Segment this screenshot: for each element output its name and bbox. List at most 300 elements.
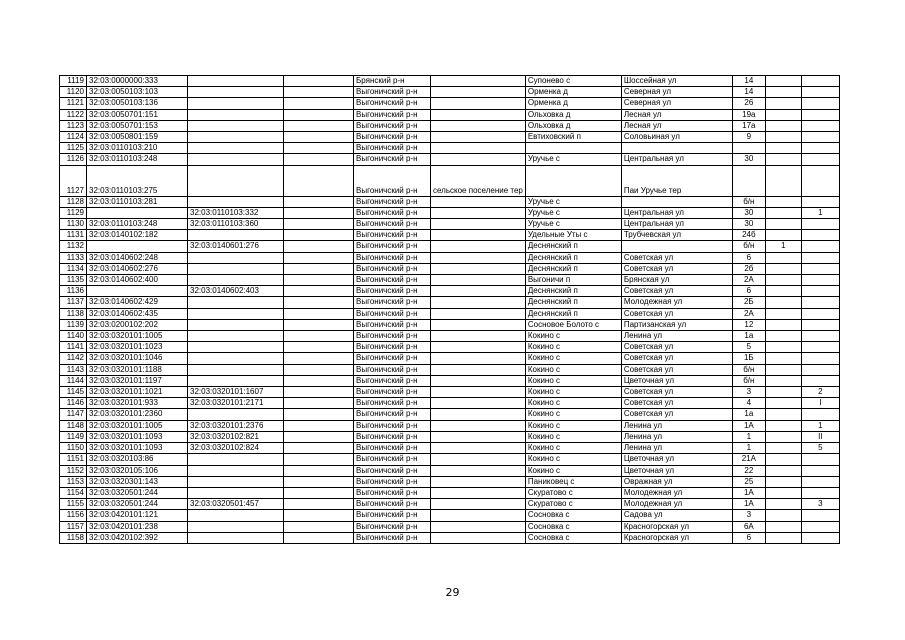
settlement-cell xyxy=(431,87,526,98)
extra-cell-1 xyxy=(765,342,801,353)
locality-cell: Супонево с xyxy=(525,76,621,87)
locality-cell: Кокино с xyxy=(525,431,621,442)
extra-cell-1 xyxy=(765,465,801,476)
house-number-cell: 17а xyxy=(732,120,765,131)
cadastral-number-cell: 32:03:0320101:1093 xyxy=(87,443,188,454)
district-cell: Выгоничский р-н xyxy=(354,263,431,274)
settlement-cell xyxy=(431,398,526,409)
settlement-cell xyxy=(431,132,526,143)
empty-cell xyxy=(284,132,354,143)
empty-cell xyxy=(284,487,354,498)
extra-cell-2 xyxy=(801,353,839,364)
cadastral-number-cell: 32:03:0320501:244 xyxy=(87,487,188,498)
extra-cell-2 xyxy=(801,219,839,230)
district-cell: Выгоничский р-н xyxy=(354,420,431,431)
street-cell: Молодежная ул xyxy=(621,499,732,510)
linked-cadastral-number-cell xyxy=(188,196,284,207)
house-number-cell: 1а xyxy=(732,409,765,420)
district-cell: Выгоничский р-н xyxy=(354,398,431,409)
cadastral-number-cell: 32:03:0320501:244 xyxy=(87,499,188,510)
empty-cell xyxy=(284,387,354,398)
settlement-cell xyxy=(431,431,526,442)
empty-cell xyxy=(284,286,354,297)
extra-cell-2 xyxy=(801,487,839,498)
extra-cell-2 xyxy=(801,132,839,143)
table-row xyxy=(60,297,840,308)
table-body xyxy=(60,76,840,544)
district-cell: Выгоничский р-н xyxy=(354,521,431,532)
house-number-cell: 14 xyxy=(732,76,765,87)
extra-cell-1 xyxy=(765,297,801,308)
extra-cell-1 xyxy=(765,532,801,543)
row-number-cell: 1133 xyxy=(60,252,87,263)
table-row xyxy=(60,387,840,398)
empty-cell xyxy=(284,297,354,308)
table-row xyxy=(60,252,840,263)
district-cell: Выгоничский р-н xyxy=(354,120,431,131)
locality-cell: Удельные Уты с xyxy=(525,230,621,241)
linked-cadastral-number-cell xyxy=(188,409,284,420)
cadastral-number-cell: 32:03:0140602:276 xyxy=(87,263,188,274)
row-number-cell: 1138 xyxy=(60,308,87,319)
cadastral-number-cell: 32:03:0050103:136 xyxy=(87,98,188,109)
empty-cell xyxy=(284,454,354,465)
locality-cell: Кокино с xyxy=(525,375,621,386)
extra-cell-2 xyxy=(801,375,839,386)
district-cell: Выгоничский р-н xyxy=(354,465,431,476)
street-cell: Ленина ул xyxy=(621,420,732,431)
table-row xyxy=(60,532,840,543)
address-registry-table xyxy=(59,75,840,544)
extra-cell-1 xyxy=(765,76,801,87)
locality-cell: Орменка д xyxy=(525,98,621,109)
cadastral-number-cell: 32:03:0050103:103 xyxy=(87,87,188,98)
row-number-cell: 1120 xyxy=(60,87,87,98)
empty-cell xyxy=(284,230,354,241)
street-cell: Советская ул xyxy=(621,387,732,398)
extra-cell-1 xyxy=(765,308,801,319)
table-row xyxy=(60,207,840,218)
settlement-cell xyxy=(431,375,526,386)
empty-cell xyxy=(284,165,354,196)
table-row xyxy=(60,443,840,454)
extra-cell-2: 5 xyxy=(801,443,839,454)
house-number-cell: 1 xyxy=(732,443,765,454)
empty-cell xyxy=(284,207,354,218)
linked-cadastral-number-cell xyxy=(188,532,284,543)
locality-cell: Деснянский п xyxy=(525,252,621,263)
street-cell: Советская ул xyxy=(621,353,732,364)
street-cell: Советская ул xyxy=(621,252,732,263)
district-cell: Выгоничский р-н xyxy=(354,219,431,230)
settlement-cell xyxy=(431,420,526,431)
row-number-cell: 1136 xyxy=(60,286,87,297)
extra-cell-2 xyxy=(801,120,839,131)
settlement-cell xyxy=(431,521,526,532)
settlement-cell xyxy=(431,297,526,308)
table-row xyxy=(60,521,840,532)
cadastral-number-cell: 32:03:0320101:1093 xyxy=(87,431,188,442)
linked-cadastral-number-cell: 32:03:0110103:360 xyxy=(188,219,284,230)
district-cell: Выгоничский р-н xyxy=(354,241,431,252)
cadastral-number-cell: 32:03:0420101:238 xyxy=(87,521,188,532)
cadastral-number-cell: 32:03:0320101:1005 xyxy=(87,420,188,431)
extra-cell-2 xyxy=(801,109,839,120)
district-cell: Брянский р-н xyxy=(354,76,431,87)
house-number-cell: 6 xyxy=(732,532,765,543)
linked-cadastral-number-cell xyxy=(188,263,284,274)
street-cell: Паи Уручье тер xyxy=(621,165,732,196)
district-cell: Выгоничский р-н xyxy=(354,364,431,375)
extra-cell-2 xyxy=(801,454,839,465)
table-row xyxy=(60,431,840,442)
street-cell: Советская ул xyxy=(621,263,732,274)
row-number-cell: 1141 xyxy=(60,342,87,353)
extra-cell-1 xyxy=(765,143,801,154)
house-number-cell: 4 xyxy=(732,398,765,409)
house-number-cell: 2А xyxy=(732,308,765,319)
locality-cell: Кокино с xyxy=(525,331,621,342)
empty-cell xyxy=(284,252,354,263)
extra-cell-1 xyxy=(765,510,801,521)
street-cell: Овражная ул xyxy=(621,476,732,487)
empty-cell xyxy=(284,420,354,431)
extra-cell-2 xyxy=(801,275,839,286)
district-cell: Выгоничский р-н xyxy=(354,331,431,342)
cadastral-number-cell: 32:03:0320105:106 xyxy=(87,465,188,476)
extra-cell-2 xyxy=(801,87,839,98)
extra-cell-2: I xyxy=(801,398,839,409)
row-number-cell: 1122 xyxy=(60,109,87,120)
settlement-cell xyxy=(431,364,526,375)
district-cell: Выгоничский р-н xyxy=(354,510,431,521)
extra-cell-1 xyxy=(765,98,801,109)
district-cell: Выгоничский р-н xyxy=(354,132,431,143)
street-cell: Красногорская ул xyxy=(621,521,732,532)
table-row xyxy=(60,132,840,143)
row-number-cell: 1131 xyxy=(60,230,87,241)
row-number-cell: 1125 xyxy=(60,143,87,154)
settlement-cell xyxy=(431,465,526,476)
row-number-cell: 1142 xyxy=(60,353,87,364)
extra-cell-2: 1 xyxy=(801,420,839,431)
settlement-cell xyxy=(431,275,526,286)
empty-cell xyxy=(284,308,354,319)
street-cell: Красногорская ул xyxy=(621,532,732,543)
linked-cadastral-number-cell: 32:03:0110103:332 xyxy=(188,207,284,218)
district-cell: Выгоничский р-н xyxy=(354,109,431,120)
locality-cell: Кокино с xyxy=(525,454,621,465)
house-number-cell: 1А xyxy=(732,420,765,431)
row-number-cell: 1121 xyxy=(60,98,87,109)
empty-cell xyxy=(284,331,354,342)
house-number-cell: 1а xyxy=(732,331,765,342)
linked-cadastral-number-cell xyxy=(188,342,284,353)
settlement-cell xyxy=(431,342,526,353)
extra-cell-1 xyxy=(765,154,801,165)
street-cell: Центральная ул xyxy=(621,154,732,165)
street-cell: Брянская ул xyxy=(621,275,732,286)
cadastral-number-cell: 32:03:0050801:159 xyxy=(87,132,188,143)
linked-cadastral-number-cell xyxy=(188,109,284,120)
settlement-cell xyxy=(431,109,526,120)
linked-cadastral-number-cell: 32:03:0320101:2376 xyxy=(188,420,284,431)
house-number-cell: б/н xyxy=(732,196,765,207)
locality-cell: Деснянский п xyxy=(525,241,621,252)
linked-cadastral-number-cell xyxy=(188,132,284,143)
settlement-cell xyxy=(431,443,526,454)
table-row xyxy=(60,263,840,274)
table-row xyxy=(60,353,840,364)
street-cell: Лесная ул xyxy=(621,120,732,131)
empty-cell xyxy=(284,465,354,476)
locality-cell: Ольховка д xyxy=(525,109,621,120)
district-cell: Выгоничский р-н xyxy=(354,342,431,353)
empty-cell xyxy=(284,98,354,109)
house-number-cell: 3 xyxy=(732,387,765,398)
cadastral-number-cell: 32:03:0200102:202 xyxy=(87,319,188,330)
street-cell: Советская ул xyxy=(621,398,732,409)
district-cell: Выгоничский р-н xyxy=(354,207,431,218)
settlement-cell xyxy=(431,207,526,218)
linked-cadastral-number-cell: 32:03:0320102:821 xyxy=(188,431,284,442)
linked-cadastral-number-cell xyxy=(188,165,284,196)
extra-cell-1 xyxy=(765,387,801,398)
locality-cell: Сосновка с xyxy=(525,510,621,521)
house-number-cell: 6 xyxy=(732,252,765,263)
row-number-cell: 1148 xyxy=(60,420,87,431)
linked-cadastral-number-cell: 32:03:0320101:2171 xyxy=(188,398,284,409)
linked-cadastral-number-cell xyxy=(188,76,284,87)
table-row xyxy=(60,487,840,498)
district-cell: Выгоничский р-н xyxy=(354,409,431,420)
house-number-cell: 21А xyxy=(732,454,765,465)
settlement-cell xyxy=(431,76,526,87)
cadastral-number-cell: 32:03:0000000:333 xyxy=(87,76,188,87)
linked-cadastral-number-cell xyxy=(188,143,284,154)
locality-cell: Выгоничи п xyxy=(525,275,621,286)
extra-cell-1 xyxy=(765,521,801,532)
cadastral-number-cell: 32:03:0110103:281 xyxy=(87,196,188,207)
extra-cell-2: 1 xyxy=(801,207,839,218)
district-cell: Выгоничский р-н xyxy=(354,319,431,330)
row-number-cell: 1153 xyxy=(60,476,87,487)
row-number-cell: 1135 xyxy=(60,275,87,286)
extra-cell-1 xyxy=(765,319,801,330)
extra-cell-2 xyxy=(801,230,839,241)
district-cell: Выгоничский р-н xyxy=(354,297,431,308)
table-row xyxy=(60,331,840,342)
district-cell: Выгоничский р-н xyxy=(354,87,431,98)
table-row xyxy=(60,98,840,109)
row-number-cell: 1147 xyxy=(60,409,87,420)
settlement-cell xyxy=(431,487,526,498)
house-number-cell: 1Б xyxy=(732,353,765,364)
extra-cell-1 xyxy=(765,476,801,487)
district-cell: Выгоничский р-н xyxy=(354,196,431,207)
cadastral-number-cell: 32:03:0320101:1188 xyxy=(87,364,188,375)
table-row xyxy=(60,319,840,330)
table-row xyxy=(60,342,840,353)
house-number-cell: 19а xyxy=(732,109,765,120)
page-number: 29 xyxy=(445,586,460,599)
linked-cadastral-number-cell xyxy=(188,230,284,241)
row-number-cell: 1119 xyxy=(60,76,87,87)
district-cell: Выгоничский р-н xyxy=(354,143,431,154)
settlement-cell xyxy=(431,499,526,510)
district-cell: Выгоничский р-н xyxy=(354,165,431,196)
extra-cell-2 xyxy=(801,286,839,297)
district-cell: Выгоничский р-н xyxy=(354,387,431,398)
extra-cell-2 xyxy=(801,532,839,543)
cadastral-number-cell: 32:03:0320101:1023 xyxy=(87,342,188,353)
row-number-cell: 1126 xyxy=(60,154,87,165)
row-number-cell: 1123 xyxy=(60,120,87,131)
table-row xyxy=(60,165,840,196)
extra-cell-2 xyxy=(801,342,839,353)
settlement-cell xyxy=(431,120,526,131)
house-number-cell: б/н xyxy=(732,241,765,252)
extra-cell-2: 2 xyxy=(801,387,839,398)
settlement-cell xyxy=(431,219,526,230)
row-number-cell: 1154 xyxy=(60,487,87,498)
settlement-cell xyxy=(431,387,526,398)
linked-cadastral-number-cell: 32:03:0320501:457 xyxy=(188,499,284,510)
street-cell xyxy=(621,241,732,252)
house-number-cell: 30 xyxy=(732,154,765,165)
locality-cell: Скуратово с xyxy=(525,499,621,510)
linked-cadastral-number-cell: 32:03:0320102:824 xyxy=(188,443,284,454)
empty-cell xyxy=(284,510,354,521)
extra-cell-2 xyxy=(801,76,839,87)
locality-cell xyxy=(525,143,621,154)
table-row xyxy=(60,375,840,386)
settlement-cell xyxy=(431,331,526,342)
linked-cadastral-number-cell xyxy=(188,521,284,532)
street-cell: Цветочная ул xyxy=(621,454,732,465)
house-number-cell: 1А xyxy=(732,487,765,498)
extra-cell-1: 1 xyxy=(765,241,801,252)
extra-cell-2 xyxy=(801,521,839,532)
locality-cell: Евтиховский п xyxy=(525,132,621,143)
table-row xyxy=(60,476,840,487)
street-cell: Молодежная ул xyxy=(621,487,732,498)
linked-cadastral-number-cell xyxy=(188,510,284,521)
street-cell: Советская ул xyxy=(621,286,732,297)
linked-cadastral-number-cell xyxy=(188,252,284,263)
street-cell xyxy=(621,196,732,207)
house-number-cell xyxy=(732,143,765,154)
empty-cell xyxy=(284,109,354,120)
cadastral-number-cell: 32:03:0320101:1005 xyxy=(87,331,188,342)
settlement-cell xyxy=(431,143,526,154)
locality-cell: Деснянский п xyxy=(525,297,621,308)
house-number-cell: 14 xyxy=(732,87,765,98)
extra-cell-1 xyxy=(765,398,801,409)
empty-cell xyxy=(284,342,354,353)
house-number-cell: 2б xyxy=(732,263,765,274)
table-row xyxy=(60,230,840,241)
district-cell: Выгоничский р-н xyxy=(354,98,431,109)
street-cell: Цветочная ул xyxy=(621,375,732,386)
street-cell: Советская ул xyxy=(621,342,732,353)
table-row xyxy=(60,420,840,431)
cadastral-number-cell: 32:03:0320101:1046 xyxy=(87,353,188,364)
house-number-cell: 3 xyxy=(732,510,765,521)
locality-cell: Сосновка с xyxy=(525,521,621,532)
table-row xyxy=(60,120,840,131)
settlement-cell xyxy=(431,252,526,263)
district-cell: Выгоничский р-н xyxy=(354,230,431,241)
empty-cell xyxy=(284,219,354,230)
cadastral-number-cell: 32:03:0320101:1197 xyxy=(87,375,188,386)
house-number-cell: 2А xyxy=(732,275,765,286)
empty-cell xyxy=(284,353,354,364)
extra-cell-1 xyxy=(765,252,801,263)
locality-cell: Кокино с xyxy=(525,443,621,454)
settlement-cell xyxy=(431,263,526,274)
locality-cell xyxy=(525,165,621,196)
extra-cell-2 xyxy=(801,263,839,274)
settlement-cell xyxy=(431,154,526,165)
empty-cell xyxy=(284,275,354,286)
street-cell xyxy=(621,143,732,154)
settlement-cell xyxy=(431,454,526,465)
table-row xyxy=(60,109,840,120)
cadastral-number-cell: 32:03:0140602:248 xyxy=(87,252,188,263)
extra-cell-2 xyxy=(801,331,839,342)
linked-cadastral-number-cell xyxy=(188,364,284,375)
linked-cadastral-number-cell xyxy=(188,154,284,165)
settlement-cell xyxy=(431,532,526,543)
locality-cell: Сосновое Болото с xyxy=(525,319,621,330)
house-number-cell: 24б xyxy=(732,230,765,241)
extra-cell-2 xyxy=(801,297,839,308)
extra-cell-2 xyxy=(801,154,839,165)
street-cell: Советская ул xyxy=(621,308,732,319)
locality-cell: Кокино с xyxy=(525,387,621,398)
cadastral-number-cell: 32:03:0050701:153 xyxy=(87,120,188,131)
house-number-cell: 26 xyxy=(732,98,765,109)
district-cell: Выгоничский р-н xyxy=(354,476,431,487)
extra-cell-1 xyxy=(765,286,801,297)
extra-cell-1 xyxy=(765,454,801,465)
district-cell: Выгоничский р-н xyxy=(354,443,431,454)
locality-cell: Кокино с xyxy=(525,364,621,375)
locality-cell: Уручье с xyxy=(525,196,621,207)
table-row xyxy=(60,76,840,87)
empty-cell xyxy=(284,319,354,330)
district-cell: Выгоничский р-н xyxy=(354,275,431,286)
extra-cell-1 xyxy=(765,331,801,342)
empty-cell xyxy=(284,120,354,131)
house-number-cell: 22 xyxy=(732,465,765,476)
settlement-cell xyxy=(431,409,526,420)
row-number-cell: 1140 xyxy=(60,331,87,342)
street-cell: Цветочная ул xyxy=(621,465,732,476)
cadastral-number-cell: 32:03:0320103:86 xyxy=(87,454,188,465)
table-row xyxy=(60,87,840,98)
house-number-cell xyxy=(732,165,765,196)
extra-cell-2 xyxy=(801,196,839,207)
extra-cell-2: 3 xyxy=(801,499,839,510)
row-number-cell: 1152 xyxy=(60,465,87,476)
house-number-cell: 12 xyxy=(732,319,765,330)
linked-cadastral-number-cell: 32:03:0320101:1607 xyxy=(188,387,284,398)
locality-cell: Деснянский п xyxy=(525,263,621,274)
house-number-cell: 2Б xyxy=(732,297,765,308)
locality-cell: Ольховка д xyxy=(525,120,621,131)
